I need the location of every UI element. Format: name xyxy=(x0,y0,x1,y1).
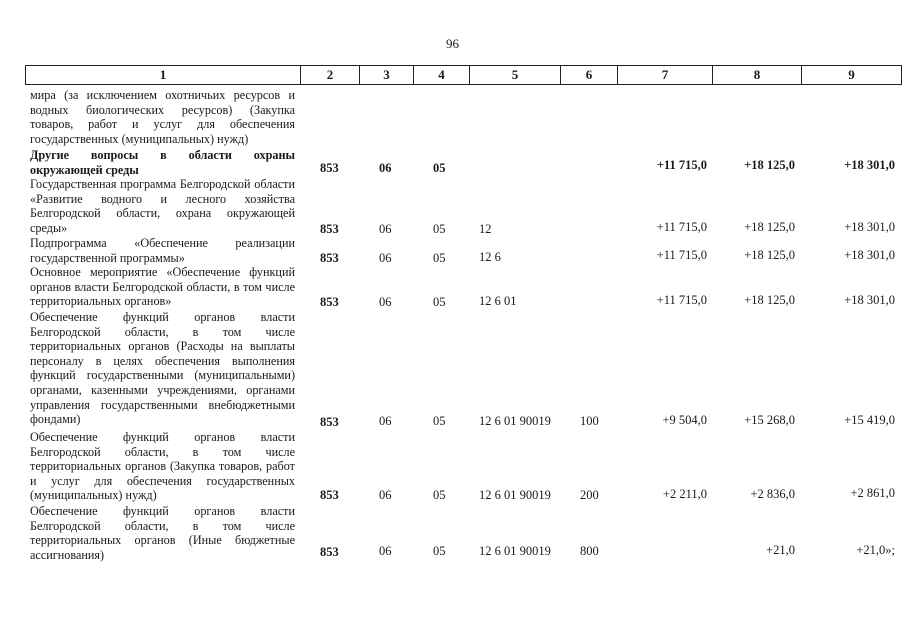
column-header-8: 8 xyxy=(753,67,761,82)
row-description: Подпрограмма «Обеспечение реализации государственной программы» xyxy=(30,236,295,265)
row-description: Обеспечение функций органов власти Белгородской области, в том числе территориальных органов (Расходы на выплаты персоналу в целях обеспечения выполнения функций государственными (муниципальными) органами, казенными учреждениями, органами управления государственными внебюджетными фондами) xyxy=(30,310,295,427)
cell-section: 06 xyxy=(379,544,392,558)
cell-department: 853 xyxy=(320,161,339,175)
cell-amount-col7: +11 715,0 xyxy=(656,293,707,307)
row-description: Другие вопросы в области охраны окружающей среды xyxy=(30,148,295,177)
cell-amount-col8: +18 125,0 xyxy=(744,248,795,262)
cell-subsection: 05 xyxy=(433,414,446,428)
cell-amount-col7: +11 715,0 xyxy=(656,248,707,262)
cell-subsection: 05 xyxy=(433,295,446,309)
cell-amount-col9: +18 301,0 xyxy=(844,248,895,262)
cell-department: 853 xyxy=(320,488,339,502)
cell-amount-col7: +2 211,0 xyxy=(662,487,707,501)
column-header-2: 2 xyxy=(326,67,334,82)
cell-section: 06 xyxy=(379,414,392,428)
cell-amount-col8: +18 125,0 xyxy=(744,293,795,307)
cell-amount-col9: +18 301,0 xyxy=(844,293,895,307)
cell-expense-type: 800 xyxy=(580,544,599,558)
cell-amount-col8: +18 125,0 xyxy=(744,158,795,172)
column-header-5: 5 xyxy=(511,67,519,82)
row-description: Государственная программа Белгородской области «Развитие водного и лесного хозяйства Белгородской области, охрана окружающей среды» xyxy=(30,177,295,235)
cell-subsection: 05 xyxy=(433,488,446,502)
cell-subsection: 05 xyxy=(433,544,446,558)
cell-target-article: 12 6 01 90019 xyxy=(479,488,551,502)
cell-amount-col7: +9 504,0 xyxy=(662,413,707,427)
column-header-1: 1 xyxy=(159,67,167,82)
cell-amount-col7: +11 715,0 xyxy=(656,220,707,234)
cell-section: 06 xyxy=(379,222,392,236)
column-header-3: 3 xyxy=(383,67,390,82)
column-header-4: 4 xyxy=(438,67,445,82)
cell-section: 06 xyxy=(379,161,392,175)
cell-amount-col9: +2 861,0 xyxy=(850,486,895,500)
cell-amount-col8: +18 125,0 xyxy=(744,220,795,234)
cell-amount-col9: +15 419,0 xyxy=(844,413,895,427)
cell-amount-col8: +21,0 xyxy=(766,543,795,557)
cell-amount-col9: +21,0»; xyxy=(856,543,895,557)
cell-subsection: 05 xyxy=(433,222,446,236)
cell-department: 853 xyxy=(320,222,339,236)
table-header-bottom-border xyxy=(25,84,902,85)
row-description: Обеспечение функций органов власти Белгородской области, в том числе территориальных органов (Иные бюджетные ассигнования) xyxy=(30,504,295,562)
cell-amount-col7: +11 715,0 xyxy=(656,158,707,172)
cell-amount-col8: +2 836,0 xyxy=(750,487,795,501)
column-header-9: 9 xyxy=(848,67,855,82)
cell-amount-col8: +15 268,0 xyxy=(744,413,795,427)
cell-expense-type: 200 xyxy=(580,488,599,502)
column-header-7: 7 xyxy=(661,67,669,82)
cell-target-article: 12 xyxy=(479,222,492,236)
cell-section: 06 xyxy=(379,251,392,265)
table-right-border xyxy=(901,65,902,85)
cell-amount-col9: +18 301,0 xyxy=(844,158,895,172)
column-header-6: 6 xyxy=(585,67,593,82)
cell-target-article: 12 6 xyxy=(479,250,501,264)
cell-department: 853 xyxy=(320,545,339,559)
cell-amount-col9: +18 301,0 xyxy=(844,220,895,234)
cell-subsection: 05 xyxy=(433,251,446,265)
cell-section: 06 xyxy=(379,488,392,502)
cell-target-article: 12 6 01 90019 xyxy=(479,544,551,558)
cell-department: 853 xyxy=(320,251,339,265)
cell-expense-type: 100 xyxy=(580,414,599,428)
cell-target-article: 12 6 01 xyxy=(479,294,517,308)
row-description: Обеспечение функций органов власти Белгородской области, в том числе территориальных органов (Закупка товаров, работ и услуг для обеспечения государственных (муниципальных) нужд) xyxy=(30,430,295,503)
cell-department: 853 xyxy=(320,415,339,429)
row-description: мира (за исключением охотничьих ресурсов и водных биологических ресурсов) (Закупка товаров, работ и услуг для обеспечения государственных (муниципальных) нужд) xyxy=(30,88,295,146)
page-number: 96 xyxy=(446,36,459,51)
cell-department: 853 xyxy=(320,295,339,309)
cell-section: 06 xyxy=(379,295,392,309)
cell-target-article: 12 6 01 90019 xyxy=(479,414,551,428)
row-description: Основное мероприятие «Обеспечение функций органов власти Белгородской области, в том числе территориальных органов» xyxy=(30,265,295,309)
cell-subsection: 05 xyxy=(433,161,446,175)
